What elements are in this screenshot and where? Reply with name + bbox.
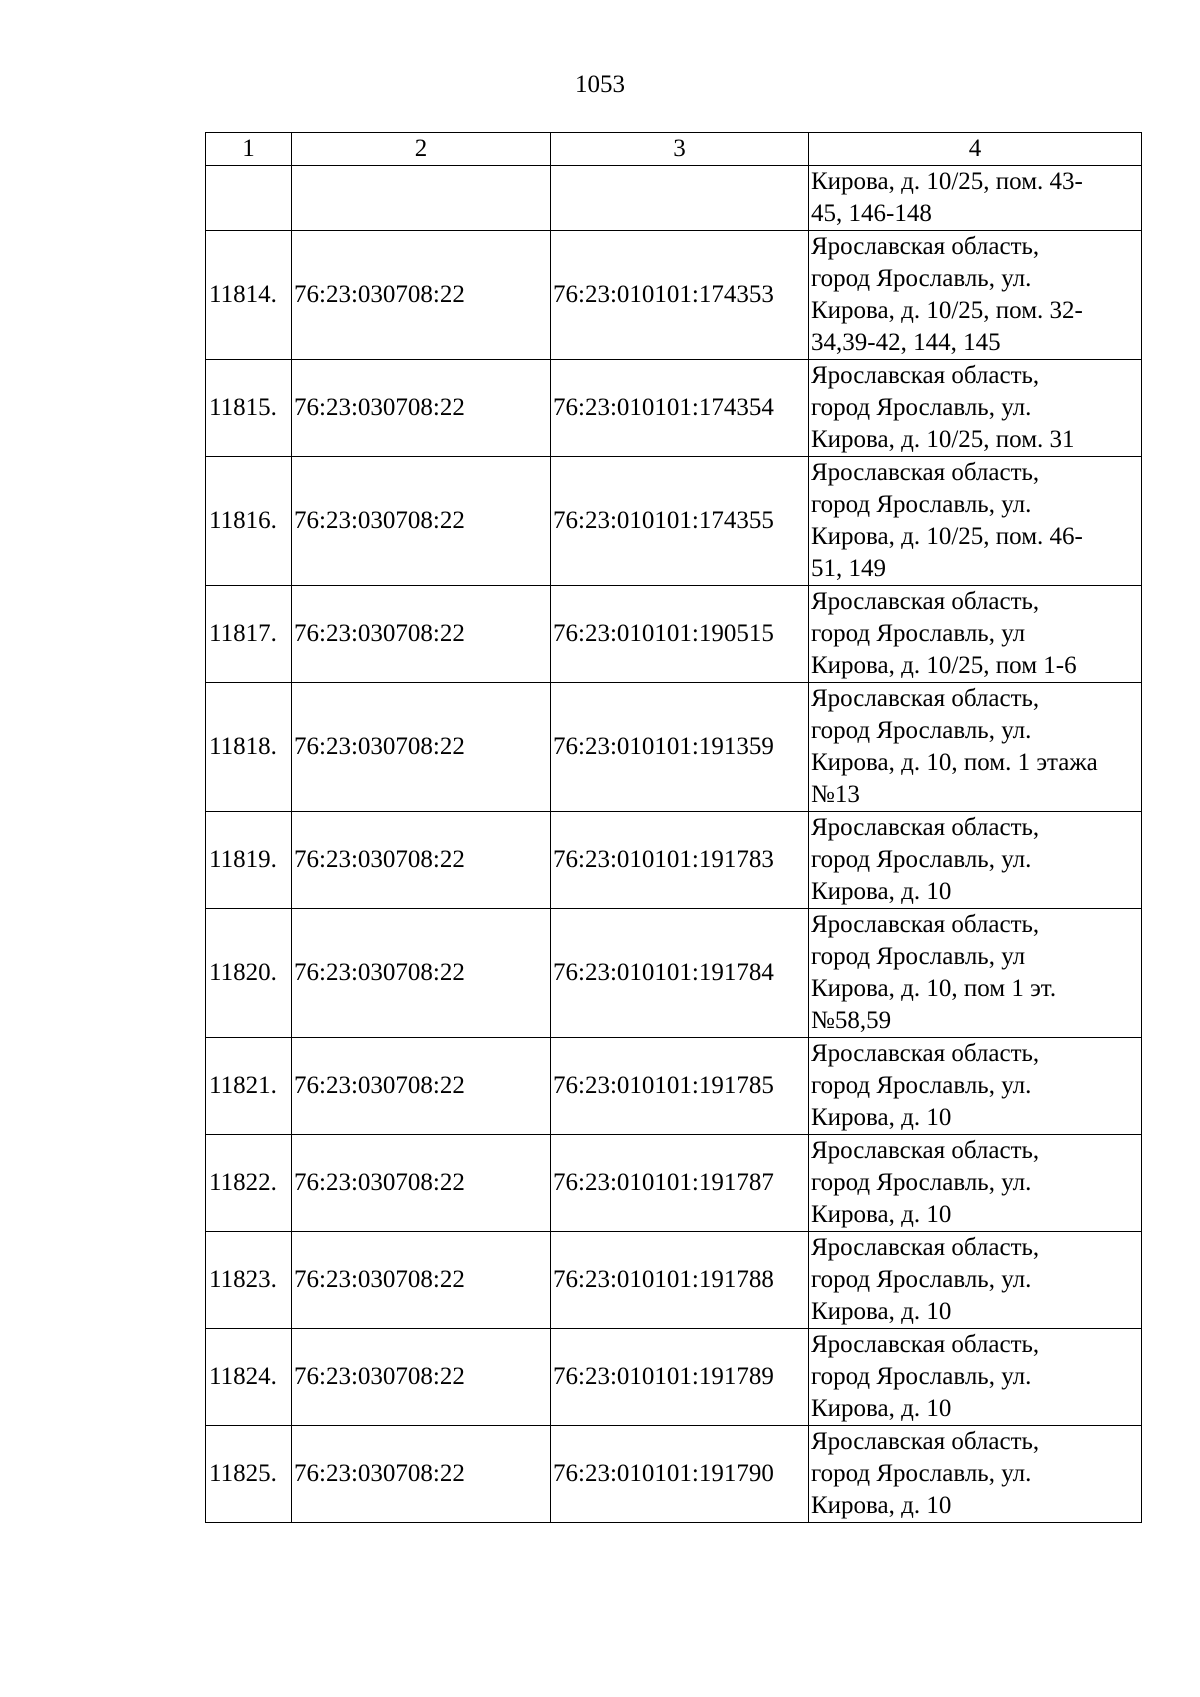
table-row xyxy=(206,1426,1142,1523)
address-line: Кирова, д. 10/25, пом. 43- xyxy=(811,168,1083,195)
address-line: Ярославская область, xyxy=(811,233,1040,260)
cadastral-number-cell: 76:23:030708:22 xyxy=(292,909,551,1038)
address-cell xyxy=(809,586,1142,683)
address-line: Ярославская область, xyxy=(811,1234,1040,1261)
table-row xyxy=(206,586,1142,683)
table-row xyxy=(206,360,1142,457)
address-line: город Ярославль, ул. xyxy=(811,1169,1032,1196)
address-cell xyxy=(809,1135,1142,1232)
address-line: №58,59 xyxy=(811,1007,892,1034)
address-line: город Ярославль, ул. xyxy=(811,394,1032,421)
column-header-2: 2 xyxy=(292,133,551,166)
address-cell xyxy=(809,457,1142,586)
address-cell xyxy=(809,166,1142,231)
address-line: город Ярославль, ул. xyxy=(811,1072,1032,1099)
row-number-cell: 11819. xyxy=(206,812,292,909)
registry-table xyxy=(205,132,1142,1523)
cadastral-number-cell xyxy=(292,166,551,231)
table-row xyxy=(206,812,1142,909)
address-line: город Ярославль, ул. xyxy=(811,1266,1032,1293)
row-number-cell: 11821. xyxy=(206,1038,292,1135)
cadastral-number-cell: 76:23:030708:22 xyxy=(292,1329,551,1426)
address-cell xyxy=(809,1329,1142,1426)
address-line: Ярославская область, xyxy=(811,1428,1040,1455)
table-row xyxy=(206,1329,1142,1426)
address-line: 51, 149 xyxy=(811,555,886,582)
row-number-cell: 11818. xyxy=(206,683,292,812)
object-cadastral-number-cell: 76:23:010101:190515 xyxy=(551,586,809,683)
cadastral-number-cell: 76:23:030708:22 xyxy=(292,1135,551,1232)
address-line: Кирова, д. 10, пом 1 эт. xyxy=(811,975,1057,1002)
address-cell xyxy=(809,1426,1142,1523)
address-cell xyxy=(809,683,1142,812)
object-cadastral-number-cell: 76:23:010101:191790 xyxy=(551,1426,809,1523)
table-row xyxy=(206,1232,1142,1329)
cadastral-number-cell: 76:23:030708:22 xyxy=(292,586,551,683)
table-row xyxy=(206,166,1142,231)
object-cadastral-number-cell: 76:23:010101:191788 xyxy=(551,1232,809,1329)
address-line: Ярославская область, xyxy=(811,685,1040,712)
table-body xyxy=(206,166,1142,1523)
address-line: Ярославская область, xyxy=(811,911,1040,938)
cadastral-number-cell: 76:23:030708:22 xyxy=(292,683,551,812)
object-cadastral-number-cell: 76:23:010101:174353 xyxy=(551,231,809,360)
row-number-cell xyxy=(206,166,292,231)
column-header-4: 4 xyxy=(809,133,1142,166)
address-line: город Ярославль, ул. xyxy=(811,846,1032,873)
address-line: 34,39-42, 144, 145 xyxy=(811,329,1001,356)
object-cadastral-number-cell: 76:23:010101:191784 xyxy=(551,909,809,1038)
row-number-cell: 11824. xyxy=(206,1329,292,1426)
cadastral-number-cell: 76:23:030708:22 xyxy=(292,360,551,457)
row-number-cell: 11817. xyxy=(206,586,292,683)
row-number-cell: 11822. xyxy=(206,1135,292,1232)
table-row xyxy=(206,231,1142,360)
page-number: 1053 xyxy=(575,71,625,98)
address-cell xyxy=(809,909,1142,1038)
address-line: Кирова, д. 10 xyxy=(811,1104,952,1131)
object-cadastral-number-cell: 76:23:010101:191783 xyxy=(551,812,809,909)
table-row xyxy=(206,683,1142,812)
address-line: Кирова, д. 10/25, пом. 31 xyxy=(811,426,1075,453)
address-line: 45, 146-148 xyxy=(811,200,932,227)
table-row xyxy=(206,1135,1142,1232)
address-line: Ярославская область, xyxy=(811,1137,1040,1164)
address-line: №13 xyxy=(811,781,860,808)
row-number-cell: 11814. xyxy=(206,231,292,360)
address-line: Ярославская область, xyxy=(811,1040,1040,1067)
cadastral-number-cell: 76:23:030708:22 xyxy=(292,231,551,360)
address-line: Ярославская область, xyxy=(811,814,1040,841)
column-header-3: 3 xyxy=(551,133,809,166)
cadastral-number-cell: 76:23:030708:22 xyxy=(292,812,551,909)
row-number-cell: 11823. xyxy=(206,1232,292,1329)
table-header-row xyxy=(206,133,1142,166)
object-cadastral-number-cell: 76:23:010101:191359 xyxy=(551,683,809,812)
object-cadastral-number-cell: 76:23:010101:191787 xyxy=(551,1135,809,1232)
table-row xyxy=(206,457,1142,586)
object-cadastral-number-cell xyxy=(551,166,809,231)
cadastral-number-cell: 76:23:030708:22 xyxy=(292,1232,551,1329)
address-cell xyxy=(809,360,1142,457)
address-line: город Ярославль, ул. xyxy=(811,265,1032,292)
object-cadastral-number-cell: 76:23:010101:191785 xyxy=(551,1038,809,1135)
row-number-cell: 11825. xyxy=(206,1426,292,1523)
cadastral-number-cell: 76:23:030708:22 xyxy=(292,1038,551,1135)
address-line: Кирова, д. 10/25, пом. 32- xyxy=(811,297,1083,324)
address-line: Кирова, д. 10 xyxy=(811,878,952,905)
address-line: город Ярославль, ул xyxy=(811,943,1026,970)
table-row xyxy=(206,909,1142,1038)
cadastral-number-cell: 76:23:030708:22 xyxy=(292,457,551,586)
address-line: Кирова, д. 10/25, пом. 46- xyxy=(811,523,1083,550)
row-number-cell: 11815. xyxy=(206,360,292,457)
address-line: Кирова, д. 10 xyxy=(811,1298,952,1325)
address-line: город Ярославль, ул. xyxy=(811,491,1032,518)
column-header-1: 1 xyxy=(206,133,292,166)
address-line: Ярославская область, xyxy=(811,1331,1040,1358)
row-number-cell: 11816. xyxy=(206,457,292,586)
address-line: Ярославская область, xyxy=(811,459,1040,486)
address-cell xyxy=(809,1232,1142,1329)
address-line: Кирова, д. 10 xyxy=(811,1492,952,1519)
address-cell xyxy=(809,812,1142,909)
address-line: Кирова, д. 10 xyxy=(811,1201,952,1228)
cadastral-number-cell: 76:23:030708:22 xyxy=(292,1426,551,1523)
address-line: Кирова, д. 10/25, пом 1-6 xyxy=(811,652,1077,679)
row-number-cell: 11820. xyxy=(206,909,292,1038)
address-line: Ярославская область, xyxy=(811,362,1040,389)
address-line: Ярославская область, xyxy=(811,588,1040,615)
address-line: Кирова, д. 10 xyxy=(811,1395,952,1422)
address-line: город Ярославль, ул. xyxy=(811,717,1032,744)
table-row xyxy=(206,1038,1142,1135)
object-cadastral-number-cell: 76:23:010101:174354 xyxy=(551,360,809,457)
address-cell xyxy=(809,1038,1142,1135)
object-cadastral-number-cell: 76:23:010101:174355 xyxy=(551,457,809,586)
address-line: город Ярославль, ул. xyxy=(811,1460,1032,1487)
address-line: город Ярославль, ул. xyxy=(811,1363,1032,1390)
object-cadastral-number-cell: 76:23:010101:191789 xyxy=(551,1329,809,1426)
address-cell xyxy=(809,231,1142,360)
address-line: город Ярославль, ул xyxy=(811,620,1026,647)
address-line: Кирова, д. 10, пом. 1 этажа xyxy=(811,749,1098,776)
